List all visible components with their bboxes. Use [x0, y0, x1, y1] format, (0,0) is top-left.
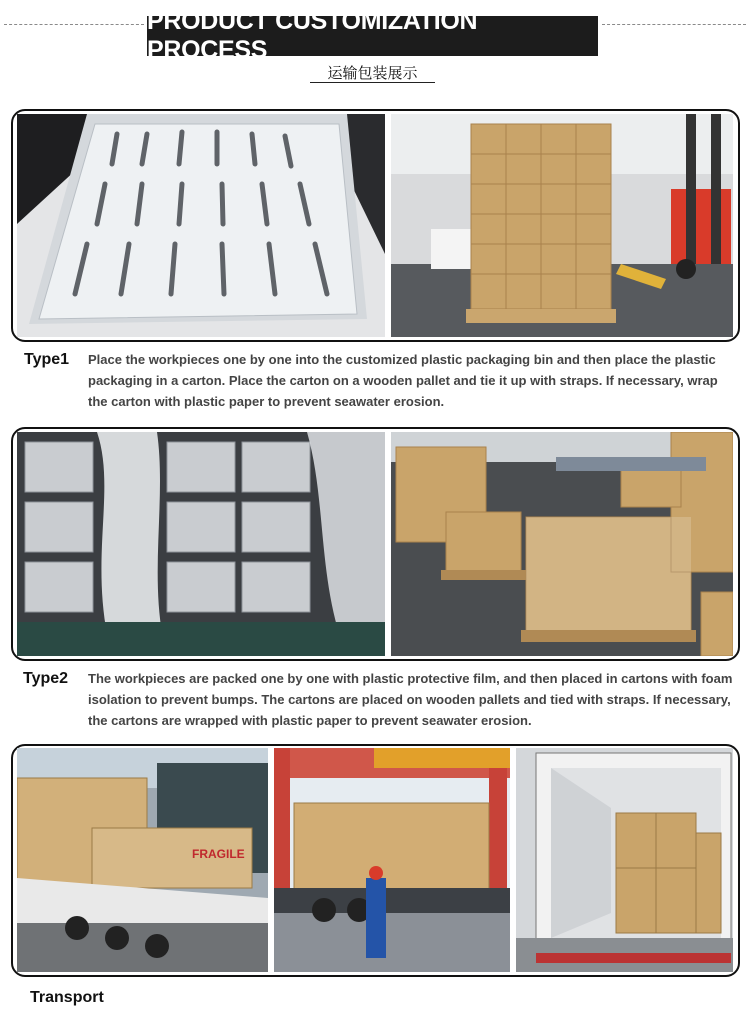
type1-description: Place the workpieces one by one into the customized plastic packaging bin and then place the plastic packaging in a carton. Place the carton on a wooden pallet and tie it up with straps. If necessary, wrap the carton with plastic paper to prevent seawater erosion. — [88, 352, 718, 409]
type2-wrapped-pallets-photo — [391, 432, 733, 656]
header-dashed-line-right — [602, 24, 746, 25]
type2-description: The workpieces are packed one by one with plastic protective film, and then placed in cartons with foam isolation to prevent bumps. The cartons are placed on wooden pallets and tied with straps. If necessary, the cartons are wrapped with plastic paper to prevent seawater erosion. — [88, 671, 733, 728]
page-header — [0, 0, 750, 90]
header-dashed-line-left — [4, 24, 144, 25]
transport-container-loading-photo — [516, 748, 733, 972]
subtitle-underline — [310, 82, 435, 83]
type2-label: Type2 — [23, 670, 69, 687]
type1-plastic-tray-photo — [17, 114, 385, 337]
type2-film-wrapped-parts-photo — [17, 432, 385, 656]
transport-crate-truck-photo — [17, 748, 268, 972]
type1-pallet-cartons-photo — [391, 114, 733, 337]
fragile-marking: FRAGILE — [192, 847, 245, 861]
transport-label: Transport — [30, 989, 104, 1006]
transport-crane-loading-photo — [274, 748, 510, 972]
type1-label: Type1 — [24, 351, 70, 368]
page-subtitle: 运输包装展示 — [327, 64, 418, 82]
page-title: PRODUCT CUSTOMIZATION PROCESS — [147, 16, 598, 56]
